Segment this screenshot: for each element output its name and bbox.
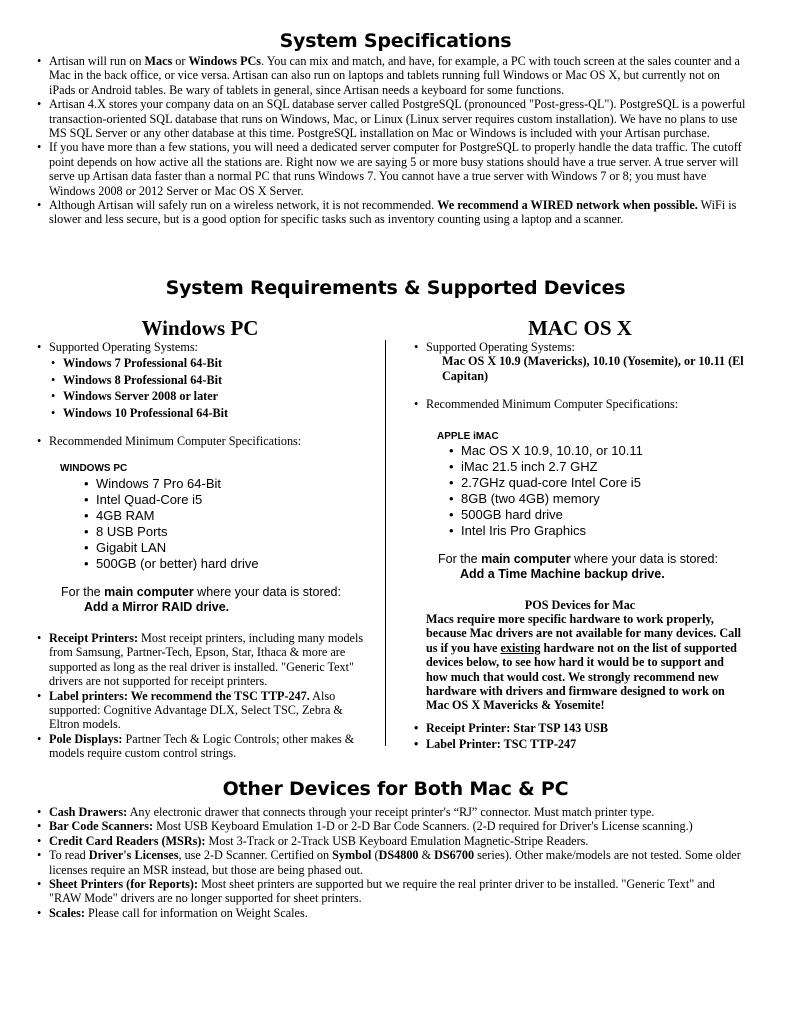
windows-main-computer-note: For the main computer where your data is stored:: [61, 585, 341, 599]
mac-spec-heading: APPLE iMAC: [437, 431, 499, 442]
list-item: • Gigabit LAN: [82, 540, 362, 556]
list-item: • 8 USB Ports: [82, 524, 362, 540]
list-item: • Windows 7 Pro 64-Bit: [82, 476, 362, 492]
mac-column-title: MAC OS X: [528, 316, 632, 340]
list-item: • Receipt Printers: Most receipt printers, including many models from Samsung, Partner-Tech, Epson, Star, Ithaca & more are supported as long as the real driver is installed. "Generic Text" drivers are not supported for receipt printers.: [35, 631, 370, 689]
list-item: • Bar Code Scanners: Most USB Keyboard Emulation 1-D or 2-D Bar Code Scanners. (2-D required for Driver's License scanning.): [35, 819, 747, 833]
list-item: • Supported Operating Systems: • Windows 7 Professional 64-Bit • Windows 8 Professional 64-Bit • Windows Server 2008 or later • Windows 10 Professional 64-Bit: [35, 340, 375, 420]
list-item: • Although Artisan will safely run on a wireless network, it is not recommended. We recommend a WIRED network when possible. WiFi is slower and less secure, but is a good option for specific tasks such as inventory counting using a laptop and a scanner.: [35, 198, 747, 227]
list-item: • Mac OS X 10.9, 10.10, or 10.11: [447, 443, 737, 459]
column-divider: [385, 340, 386, 746]
system-specs-list: [35, 54, 747, 227]
windows-column: [35, 340, 375, 448]
list-item: • Label printers: We recommend the TSC TTP-247. Also supported: Cognitive Advantage DLX, Select TSC, Zebra & Eltron models.: [35, 689, 370, 732]
list-item: • Recommended Minimum Computer Specifications:: [35, 434, 375, 448]
list-item: • Intel Iris Pro Graphics: [447, 523, 737, 539]
other-devices-list: [35, 805, 747, 920]
list-item: • Windows 7 Professional 64-Bit: [49, 356, 375, 370]
pos-devices-note: Macs require more specific hardware to work properly, because Mac drivers are not available for many devices. Call us if you have existing hardware not on the list of supported devices below, to see how hard it would be to support and how much that would cost. We strongly recommend new hardware with drivers and firmware designed to work on Mac OS X Mavericks & Yosemite!: [426, 612, 742, 713]
windows-spec-heading: WINDOWS PC: [60, 463, 128, 474]
mac-devices-list: [412, 721, 747, 752]
system-specs-title: System Specifications: [279, 30, 512, 52]
list-item: • Label Printer: TSC TTP-247: [412, 737, 747, 751]
requirements-title: System Requirements & Supported Devices: [165, 277, 626, 299]
list-item: • Pole Displays: Partner Tech & Logic Controls; other makes & models require custom control strings.: [35, 732, 370, 761]
mac-os-list: [412, 340, 747, 412]
pos-devices-title: POS Devices for Mac: [524, 598, 636, 612]
windows-main-computer-action: Add a Mirror RAID drive.: [84, 600, 230, 614]
windows-os-versions: [49, 356, 375, 420]
list-item: • Artisan 4.X stores your company data on an SQL database server called PostgreSQL (pronounced "Post-gress-QL"). PostgreSQL is a powerful transaction-oriented SQL database that runs on Windows, Mac, or Linux (Linux server requires custom installation). We have no plans to use MS SQL Server or any other database at this time. PostgreSQL installation on Mac or Windows is included with your Artisan purchase.: [35, 97, 747, 140]
list-item: • Windows 8 Professional 64-Bit: [49, 373, 375, 387]
windows-devices-list: [35, 631, 370, 761]
list-item: • 8GB (two 4GB) memory: [447, 491, 737, 507]
list-item: • Recommended Minimum Computer Specifications:: [412, 397, 747, 411]
list-item: • Artisan will run on Macs or Windows PCs. You can mix and match, and have, for example, a PC with touch screen at the sales counter and a Mac in the back office, or vice versa. Artisan can also run on laptops and tablets running full Windows or Mac OS X, but currently not on iPads or Android tables. Be wary of tablets in general, since Artisan needs a keyboard for some functions.: [35, 54, 747, 97]
windows-column-title: Windows PC: [141, 316, 259, 340]
list-item: • Credit Card Readers (MSRs): Most 3-Track or 2-Track USB Keyboard Emulation Magnetic-Stripe Readers.: [35, 834, 747, 848]
list-item: • 2.7GHz quad-core Intel Core i5: [447, 475, 737, 491]
list-item: • iMac 21.5 inch 2.7 GHZ: [447, 459, 737, 475]
list-item: • Sheet Printers (for Reports): Most sheet printers are supported but we require the real printer driver to be installed. "Generic Text" and "RAW Mode" drivers are no longer supported for sheet printers.: [35, 877, 747, 906]
list-item: • Scales: Please call for information on Weight Scales.: [35, 906, 747, 920]
list-item: • If you have more than a few stations, you will need a dedicated server computer for PostgreSQL to properly handle the data traffic. The cutoff point depends on how active all the stations are. Right now we are saying 5 or more busy stations should have a true server. A true server will serve up Artisan data faster than a normal PC that runs Windows 7. You cannot have a true server with Windows 7 or 8; you must have Windows 2008 or 2012 Server or Mac OS X Server.: [35, 140, 747, 198]
mac-main-computer-note: For the main computer where your data is stored:: [438, 552, 718, 566]
mac-os-versions: Mac OS X 10.9 (Mavericks), 10.10 (Yosemite), or 10.11 (El Capitan): [442, 354, 744, 383]
mac-main-computer-action: Add a Time Machine backup drive.: [460, 567, 665, 581]
other-devices-title: Other Devices for Both Mac & PC: [222, 778, 569, 800]
list-item: • Intel Quad-Core i5: [82, 492, 362, 508]
list-item: • 500GB hard drive: [447, 507, 737, 523]
list-item: • 4GB RAM: [82, 508, 362, 524]
list-item: • 500GB (or better) hard drive: [82, 556, 362, 572]
list-item: • Cash Drawers: Any electronic drawer that connects through your receipt printer's “RJ” connector. Must match printer type.: [35, 805, 747, 819]
list-item: • Windows 10 Professional 64-Bit: [49, 406, 375, 420]
mac-spec-list: [447, 443, 737, 539]
list-item: • Windows Server 2008 or later: [49, 389, 375, 403]
list-item: • To read Driver's Licenses, use 2-D Scanner. Certified on Symbol (DS4800 & DS6700 series). Other make/models are not tested. Some older licenses require an MSR instead, but those are being phased out.: [35, 848, 747, 877]
windows-os-list: [35, 340, 375, 448]
windows-spec-list: [82, 476, 362, 572]
list-item: • Receipt Printer: Star TSP 143 USB: [412, 721, 747, 735]
list-item: • Supported Operating Systems: Mac OS X 10.9 (Mavericks), 10.10 (Yosemite), or 10.11 (El Capitan): [412, 340, 747, 383]
